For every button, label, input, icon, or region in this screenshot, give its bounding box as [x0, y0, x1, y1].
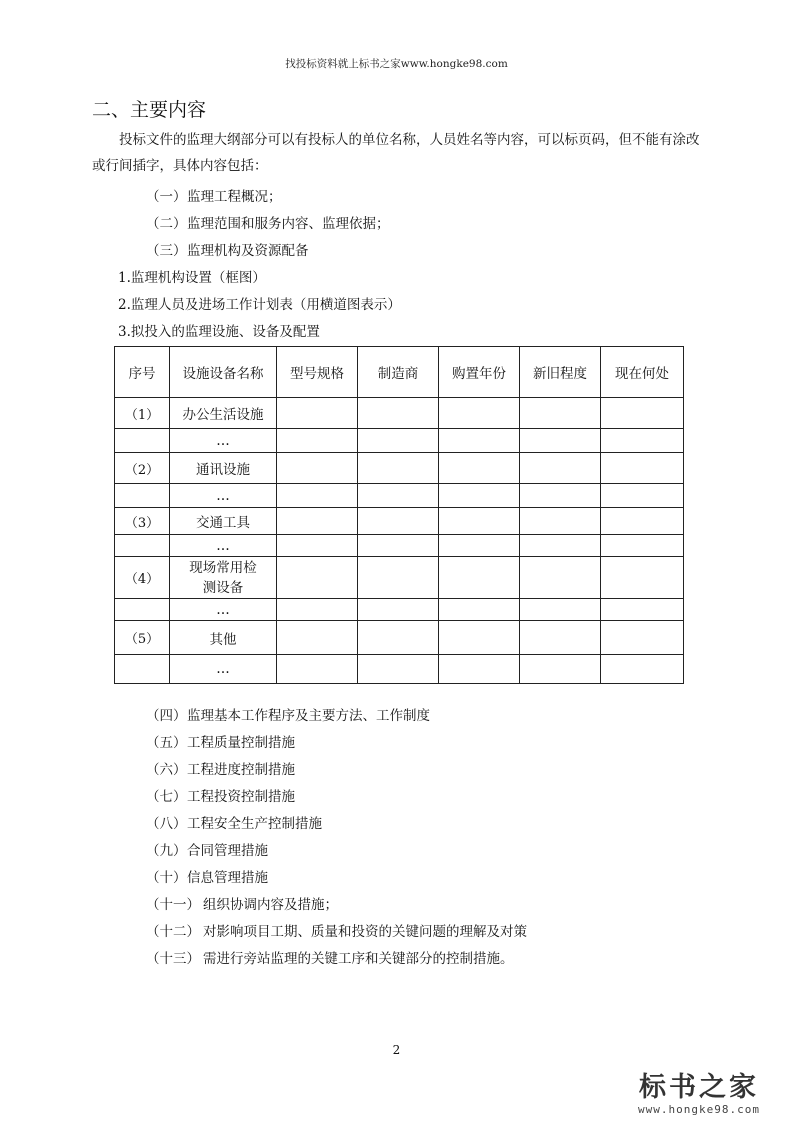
table-cell: [439, 621, 520, 655]
table-row: [115, 655, 684, 684]
table-cell: [277, 535, 358, 557]
table-row: [115, 557, 684, 599]
outline-item: [146, 758, 295, 778]
equipment-name: 办公生活设施: [170, 398, 277, 429]
table-cell: [601, 484, 684, 508]
equipment-name: 通讯设施: [170, 453, 277, 484]
table-cell: [439, 508, 520, 535]
outline-item: [146, 812, 322, 832]
table-row: [115, 484, 684, 508]
outline-text: 监理工程概况；: [187, 189, 282, 205]
table-cell: [358, 535, 439, 557]
table-cell: [277, 655, 358, 684]
outline-text: 监理机构及资源配备: [187, 243, 309, 259]
table-cell: [277, 398, 358, 429]
outline-item: [146, 212, 390, 232]
equipment-name: 其他: [170, 621, 277, 655]
table-cell: [439, 484, 520, 508]
row-number: （5）: [115, 621, 170, 655]
outline-item: [146, 866, 268, 886]
table-cell: [358, 484, 439, 508]
outline-item: [146, 704, 430, 724]
table-cell: [439, 557, 520, 599]
outline-item: [146, 785, 295, 805]
table-cell: [601, 655, 684, 684]
table-cell: [601, 621, 684, 655]
outline-marker: （三）: [146, 243, 187, 259]
outline-item: [146, 920, 527, 940]
numbered-item: 3.拟投入的监理设施、设备及配置: [118, 324, 320, 340]
outline-text: 信息管理措施: [187, 870, 268, 886]
table-cell: [439, 655, 520, 684]
outline-item: [146, 947, 514, 967]
outline-text: 工程安全生产控制措施: [187, 816, 322, 832]
outline-marker: （五）: [146, 735, 187, 751]
table-cell: [601, 453, 684, 484]
section-title: 二、主要内容: [92, 99, 207, 121]
column-header: 购置年份: [439, 347, 520, 398]
numbered-item: 2.监理人员及进场工作计划表（用横道图表示）: [118, 297, 401, 313]
equipment-name: 交通工具: [170, 508, 277, 535]
row-number: （3）: [115, 508, 170, 535]
row-number: [115, 535, 170, 557]
outline-marker: （十）: [146, 870, 187, 886]
intro-line-1: 投标文件的监理大纲部分可以有投标人的单位名称，人员姓名等内容，可以标页码，但不能有涂改: [119, 132, 700, 148]
column-header: 设施设备名称: [170, 347, 277, 398]
equipment-name: …: [170, 655, 277, 684]
table-cell: [358, 621, 439, 655]
table-cell: [358, 655, 439, 684]
table-cell: [358, 599, 439, 621]
row-number: （2）: [115, 453, 170, 484]
page-header: 找投标资料就上标书之家www.hongke98.com: [285, 58, 508, 70]
table-cell: [601, 535, 684, 557]
equipment-name: …: [170, 535, 277, 557]
table-cell: [520, 398, 601, 429]
outline-text: 监理基本工作程序及主要方法、工作制度: [187, 708, 430, 724]
outline-text: 需进行旁站监理的关键工序和关键部分的控制措施。: [203, 951, 514, 967]
table-cell: [277, 508, 358, 535]
equipment-name: …: [170, 429, 277, 453]
outline-text: 工程进度控制措施: [187, 762, 295, 778]
table-cell: [520, 535, 601, 557]
equipment-name: 现场常用检测设备: [170, 557, 277, 599]
column-header: 序号: [115, 347, 170, 398]
outline-marker: （六）: [146, 762, 187, 778]
outline-marker: （八）: [146, 816, 187, 832]
table-cell: [520, 621, 601, 655]
logo-title: 标书之家: [639, 1072, 759, 1103]
row-number: （4）: [115, 557, 170, 599]
table-cell: [520, 508, 601, 535]
table-header-row: [115, 347, 684, 398]
row-number: [115, 599, 170, 621]
outline-text: 监理范围和服务内容、监理依据；: [187, 216, 390, 232]
outline-marker: （一）: [146, 189, 187, 205]
table-cell: [277, 429, 358, 453]
table-row: [115, 535, 684, 557]
table-cell: [601, 398, 684, 429]
outline-text: 组织协调内容及措施；: [203, 897, 338, 913]
column-header: 新旧程度: [520, 347, 601, 398]
table-row: [115, 599, 684, 621]
row-number: [115, 429, 170, 453]
table-cell: [358, 508, 439, 535]
numbered-item: 1.监理机构设置（框图）: [118, 270, 266, 286]
table-row: [115, 621, 684, 655]
outline-text: 工程投资控制措施: [187, 789, 295, 805]
intro-line-2: 或行间插字，具体内容包括：: [92, 158, 268, 174]
table-cell: [277, 453, 358, 484]
table-cell: [439, 535, 520, 557]
equipment-name: …: [170, 484, 277, 508]
outline-text: 合同管理措施: [187, 843, 268, 859]
outline-item: [146, 839, 268, 859]
outline-marker: （十三）: [146, 951, 200, 967]
column-header: 制造商: [358, 347, 439, 398]
outline-marker: （七）: [146, 789, 187, 805]
table-cell: [601, 429, 684, 453]
table-cell: [520, 429, 601, 453]
equipment-table: [114, 346, 684, 684]
outline-marker: （十一）: [146, 897, 200, 913]
outline-marker: （四）: [146, 708, 187, 724]
equipment-name: …: [170, 599, 277, 621]
table-cell: [439, 599, 520, 621]
table-cell: [439, 429, 520, 453]
table-row: [115, 453, 684, 484]
table-cell: [277, 557, 358, 599]
table-cell: [277, 484, 358, 508]
table-cell: [358, 398, 439, 429]
table-cell: [520, 484, 601, 508]
table-cell: [520, 599, 601, 621]
table-cell: [277, 621, 358, 655]
site-logo: [619, 1073, 779, 1116]
table-row: [115, 398, 684, 429]
table-cell: [439, 398, 520, 429]
table-cell: [520, 453, 601, 484]
outline-item: [146, 185, 282, 205]
column-header: 现在何处: [601, 347, 684, 398]
intro-paragraph: [92, 127, 724, 179]
row-number: [115, 484, 170, 508]
outline-item: [146, 731, 295, 751]
table-row: [115, 429, 684, 453]
table-cell: [358, 453, 439, 484]
outline-text: 对影响项目工期、质量和投资的关键问题的理解及对策: [203, 924, 527, 940]
table-cell: [358, 557, 439, 599]
row-number: [115, 655, 170, 684]
column-header: 型号规格: [277, 347, 358, 398]
table-cell: [601, 599, 684, 621]
logo-url: www.hongke98.com: [638, 1103, 760, 1116]
table-cell: [358, 429, 439, 453]
table-cell: [601, 557, 684, 599]
outline-marker: （二）: [146, 216, 187, 232]
table-cell: [439, 453, 520, 484]
outline-marker: （十二）: [146, 924, 200, 940]
table-cell: [601, 508, 684, 535]
table-cell: [520, 655, 601, 684]
table-row: [115, 508, 684, 535]
row-number: （1）: [115, 398, 170, 429]
outline-item: [146, 893, 338, 913]
table-cell: [520, 557, 601, 599]
page-number: 2: [392, 1043, 401, 1057]
outline-item: [146, 239, 309, 259]
outline-marker: （九）: [146, 843, 187, 859]
table-cell: [277, 599, 358, 621]
outline-text: 工程质量控制措施: [187, 735, 295, 751]
